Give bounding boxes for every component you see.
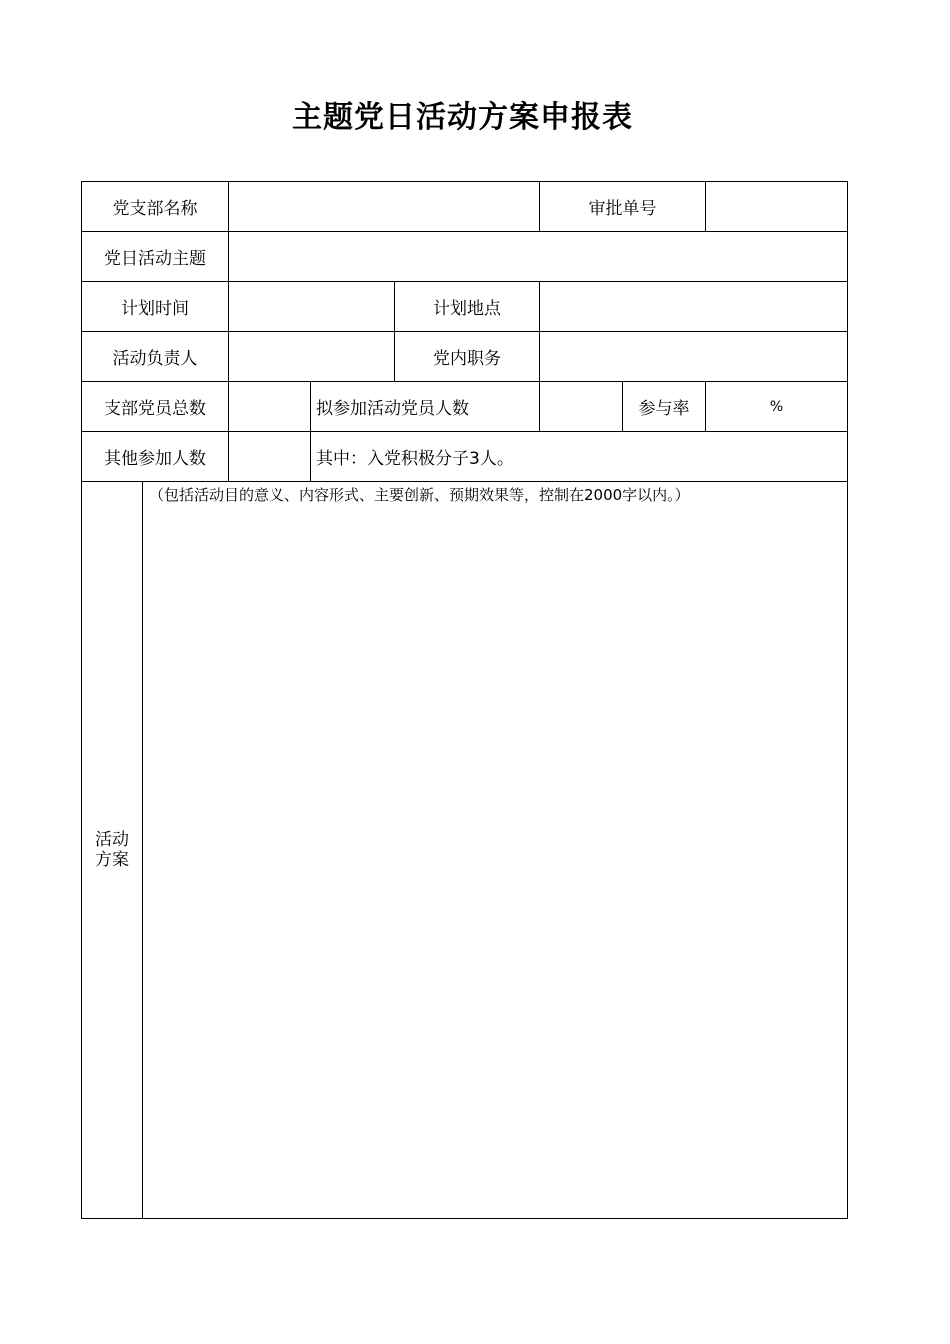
leader-label: 活动负责人 [82,332,229,382]
plan-time-field[interactable] [229,282,395,332]
branch-name-label: 党支部名称 [82,182,229,232]
activity-plan-field[interactable] [143,482,847,1218]
leader-field[interactable] [229,332,395,382]
party-position-field[interactable] [540,332,847,382]
members-total-label: 支部党员总数 [82,382,229,432]
party-position-label: 党内职务 [395,332,540,382]
theme-field[interactable] [229,232,847,282]
plan-place-label: 计划地点 [395,282,540,332]
activity-plan-label-line1: 活动 [95,830,129,850]
activity-plan-label-line2: 方案 [95,850,129,870]
other-participants-label: 其他参加人数 [82,432,229,482]
planned-members-label: 拟参加活动党员人数 [311,382,540,432]
other-participants-note[interactable]: 其中：入党积极分子3人。 [311,432,847,482]
theme-label: 党日活动主题 [82,232,229,282]
percent-sign: % [769,398,784,415]
other-participants-field[interactable] [229,432,311,482]
planned-members-field[interactable] [540,382,623,432]
activity-plan-hint: （包括活动目的意义、内容形式、主要创新、预期效果等，控制在2000字以内。） [149,486,690,504]
branch-name-field[interactable] [229,182,540,232]
members-total-field[interactable] [229,382,311,432]
approval-number-label: 审批单号 [540,182,706,232]
participation-rate-field[interactable] [706,382,847,432]
application-form [81,181,848,1219]
plan-place-field[interactable] [540,282,847,332]
page-title: 主题党日活动方案申报表 [292,100,633,135]
activity-plan-label [82,482,143,1218]
participation-rate-label: 参与率 [623,382,706,432]
approval-number-field[interactable] [706,182,847,232]
plan-time-label: 计划时间 [82,282,229,332]
